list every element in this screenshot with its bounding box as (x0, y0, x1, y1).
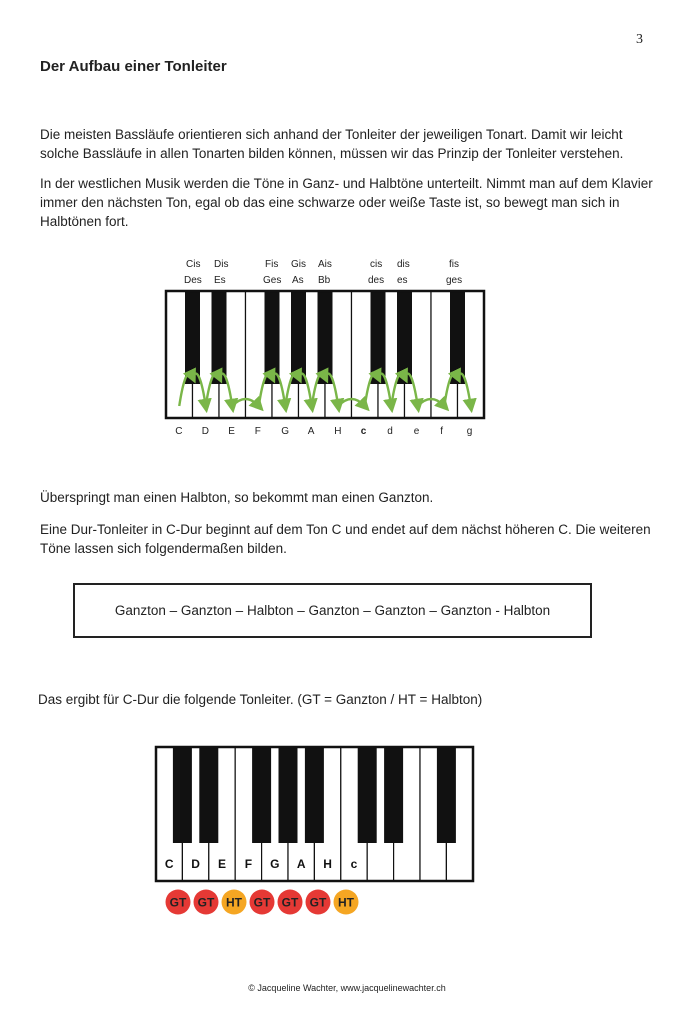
white-key-label: g (466, 426, 473, 437)
step-label: GT (281, 895, 299, 910)
step-label: GT (197, 895, 215, 910)
white-key-label: G (281, 426, 290, 437)
black-key (265, 291, 280, 384)
black-key (252, 747, 271, 843)
white-key-label: G (270, 857, 280, 871)
footer-copyright: © Jacqueline Wachter, www.jacquelinewachter.ch (248, 983, 446, 993)
flat-label: Es (214, 275, 226, 286)
step-circles (160, 887, 370, 917)
white-key-label: H (334, 426, 342, 437)
black-key (185, 291, 200, 384)
white-key-label: E (217, 857, 227, 871)
page-title: Der Aufbau einer Tonleiter (40, 58, 227, 75)
interval-formula: Ganzton – Ganzton – Halbton – Ganzton – Ganzton – Ganzton - Halbton (114, 603, 551, 618)
flat-label: As (292, 275, 304, 286)
white-key-label: d (387, 426, 393, 437)
white-key-label: A (296, 857, 306, 871)
flat-label: des (368, 275, 385, 286)
flat-label: es (397, 275, 408, 286)
black-key (371, 291, 386, 384)
keyboard-halftones (160, 288, 490, 422)
sharp-label: cis (370, 259, 383, 270)
black-key (450, 291, 465, 384)
step-label: GT (253, 895, 271, 910)
white-key-label: C (164, 857, 174, 871)
black-key (384, 747, 403, 843)
intro-paragraph: Die meisten Bassläufe orientieren sich anhand der Tonleiter der jeweiligen Tonart. Damit wir leicht solche Bassläufe in allen Tonarten bilden können, müssen wir das Prinzip der Tonleiter verstehen. (40, 127, 624, 161)
sharp-label: Ais (318, 259, 332, 270)
white-key-label: f (440, 426, 444, 437)
white-key-label: e (413, 426, 420, 437)
step-label: HT (226, 895, 242, 910)
flat-label: Bb (318, 275, 331, 286)
white-key-label: E (228, 426, 235, 437)
black-key (358, 747, 377, 843)
interval-formula-box (73, 583, 592, 638)
white-key-label: c (360, 426, 367, 437)
sharp-label: Gis (291, 259, 306, 270)
white-key-label: A (307, 426, 315, 437)
sharp-label: Fis (265, 259, 279, 270)
step-label: GT (169, 895, 187, 910)
sharp-label: Cis (186, 259, 201, 270)
halftone-paragraph: In der westlichen Musik werden die Töne in Ganz- und Halbtöne unterteilt. Nimmt man auf dem Klavier immer den nächsten Ton, egal ob das eine schwarze oder weiße Taste ist, so bewegt man sich in Halbtönen fort. (40, 176, 653, 229)
sharp-label: fis (449, 259, 459, 270)
black-key (212, 291, 227, 384)
sharp-label: Dis (214, 259, 229, 270)
white-key-label: H (323, 857, 332, 871)
step-label: GT (309, 895, 327, 910)
black-key (199, 747, 218, 843)
black-key (305, 747, 324, 843)
black-key (173, 747, 192, 843)
black-key (291, 291, 306, 384)
flat-label: Ges (263, 275, 282, 286)
black-key (397, 291, 412, 384)
white-key-label: D (191, 857, 200, 871)
ganzton-paragraph: Überspringt man einen Halbton, so bekommt man einen Ganzton. (40, 490, 434, 505)
sharp-label: dis (397, 259, 410, 270)
white-key-label: c (350, 857, 358, 871)
white-key-label: F (244, 857, 253, 871)
black-key (437, 747, 456, 843)
flat-label: Des (184, 275, 202, 286)
result-text: Das ergibt für C-Dur die folgende Tonleiter. (GT = Ganzton / HT = Halbton) (38, 692, 483, 707)
black-key (279, 747, 298, 843)
keyboard-c-major (150, 744, 480, 884)
white-key-label: C (175, 426, 183, 437)
page-number: 3 (636, 32, 643, 47)
white-key-label: D (201, 426, 209, 437)
flat-label: ges (446, 275, 463, 286)
white-key-label: F (254, 426, 261, 437)
step-label: HT (338, 895, 354, 910)
black-key (318, 291, 333, 384)
dur-paragraph: Eine Dur-Tonleiter in C-Dur beginnt auf dem Ton C und endet auf dem nächst höheren C. Die weiteren Töne lassen sich folgendermaßen bilden. (40, 522, 651, 556)
